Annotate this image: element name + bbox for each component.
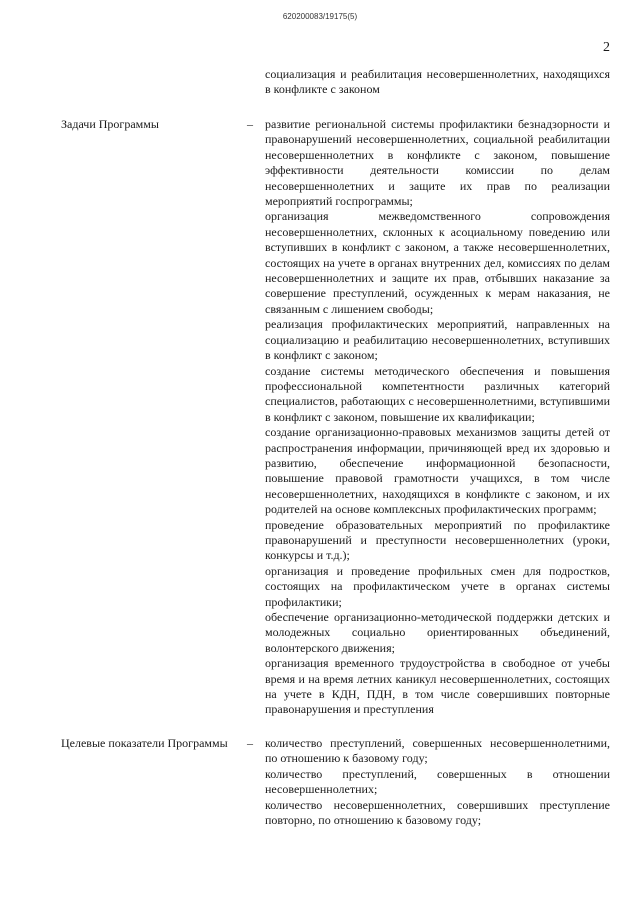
document-id: 620200083/19175(5) xyxy=(282,12,358,21)
section-content xyxy=(265,117,610,718)
section-label: Целевые показатели Программы xyxy=(61,736,228,750)
page-number: 2 xyxy=(603,40,610,55)
task-item: организация временного трудоустройства в свободное от учебы время и на время летних каникул несовершеннолетних, состоящих на учете в КДН, ПДН, в том числе совершивших повторные правонарушения и преступления xyxy=(265,656,610,717)
task-item: обеспечение организационно-методической поддержки детских и молодежных социально ориентированных объединений, волонтерского движения; xyxy=(265,610,610,655)
task-item: развитие региональной системы профилактики безнадзорности и правонарушений несовершеннолетних, социальной реабилитации несовершеннолетних в конфликте с законом, повышение эффективности деятельности комиссии по делам несовершеннолетних и защите их прав по реализации мероприятий госпрограммы; xyxy=(265,117,610,209)
continuation-text: социализация и реабилитация несовершеннолетних, находящихся в конфликте с законом xyxy=(265,67,610,97)
section-dash: – xyxy=(247,736,253,750)
section-content xyxy=(265,736,610,828)
section-dash: – xyxy=(247,117,253,131)
section-label: Задачи Программы xyxy=(61,117,159,131)
task-item: организация межведомственного сопровождения несовершеннолетних, склонных к асоциальному поведению или вступивших в конфликт с законом, а также несовершеннолетних, состоящих на учете в органах внутренних дел, комиссиях по делам несовершеннолетних и защите их прав, отбывших наказание за совершение преступлений, осужденных к мерам наказания, не связанным с лишением свободы; xyxy=(265,209,610,316)
task-item: создание организационно-правовых механизмов защиты детей от распространения информации, причиняющей вред их здоровью и развитию, обеспечение информационной безопасности, повышение правовой грамотности учащихся, в том числе несовершеннолетних, находящихся в конфликте с законом, и их родителей на основе комплексных профилактических программ; xyxy=(265,425,610,517)
indicator-item: количество несовершеннолетних, совершивших преступление повторно, по отношению к базовому году; xyxy=(265,797,610,828)
task-item: реализация профилактических мероприятий, направленных на социализацию и реабилитацию несовершеннолетних, вступивших в конфликт с законом; xyxy=(265,317,610,363)
task-item: организация и проведение профильных смен для подростков, состоящих на профилактическом учете в органах системы профилактики; xyxy=(265,563,610,609)
indicator-item: количество преступлений, совершенных в отношении несовершеннолетних; xyxy=(265,766,610,797)
task-item: проведение образовательных мероприятий по профилактике правонарушений и преступности несовершеннолетних (уроки, конкурсы и т.д.); xyxy=(265,517,610,563)
indicator-item: количество преступлений, совершенных несовершеннолетними, по отношению к базовому году; xyxy=(265,736,610,766)
task-item: создание системы методического обеспечения и повышения профессиональной компетентности различных категорий специалистов, работающих с несовершеннолетними, вступившими в конфликт с законом, повышение их квалификации; xyxy=(265,363,610,424)
